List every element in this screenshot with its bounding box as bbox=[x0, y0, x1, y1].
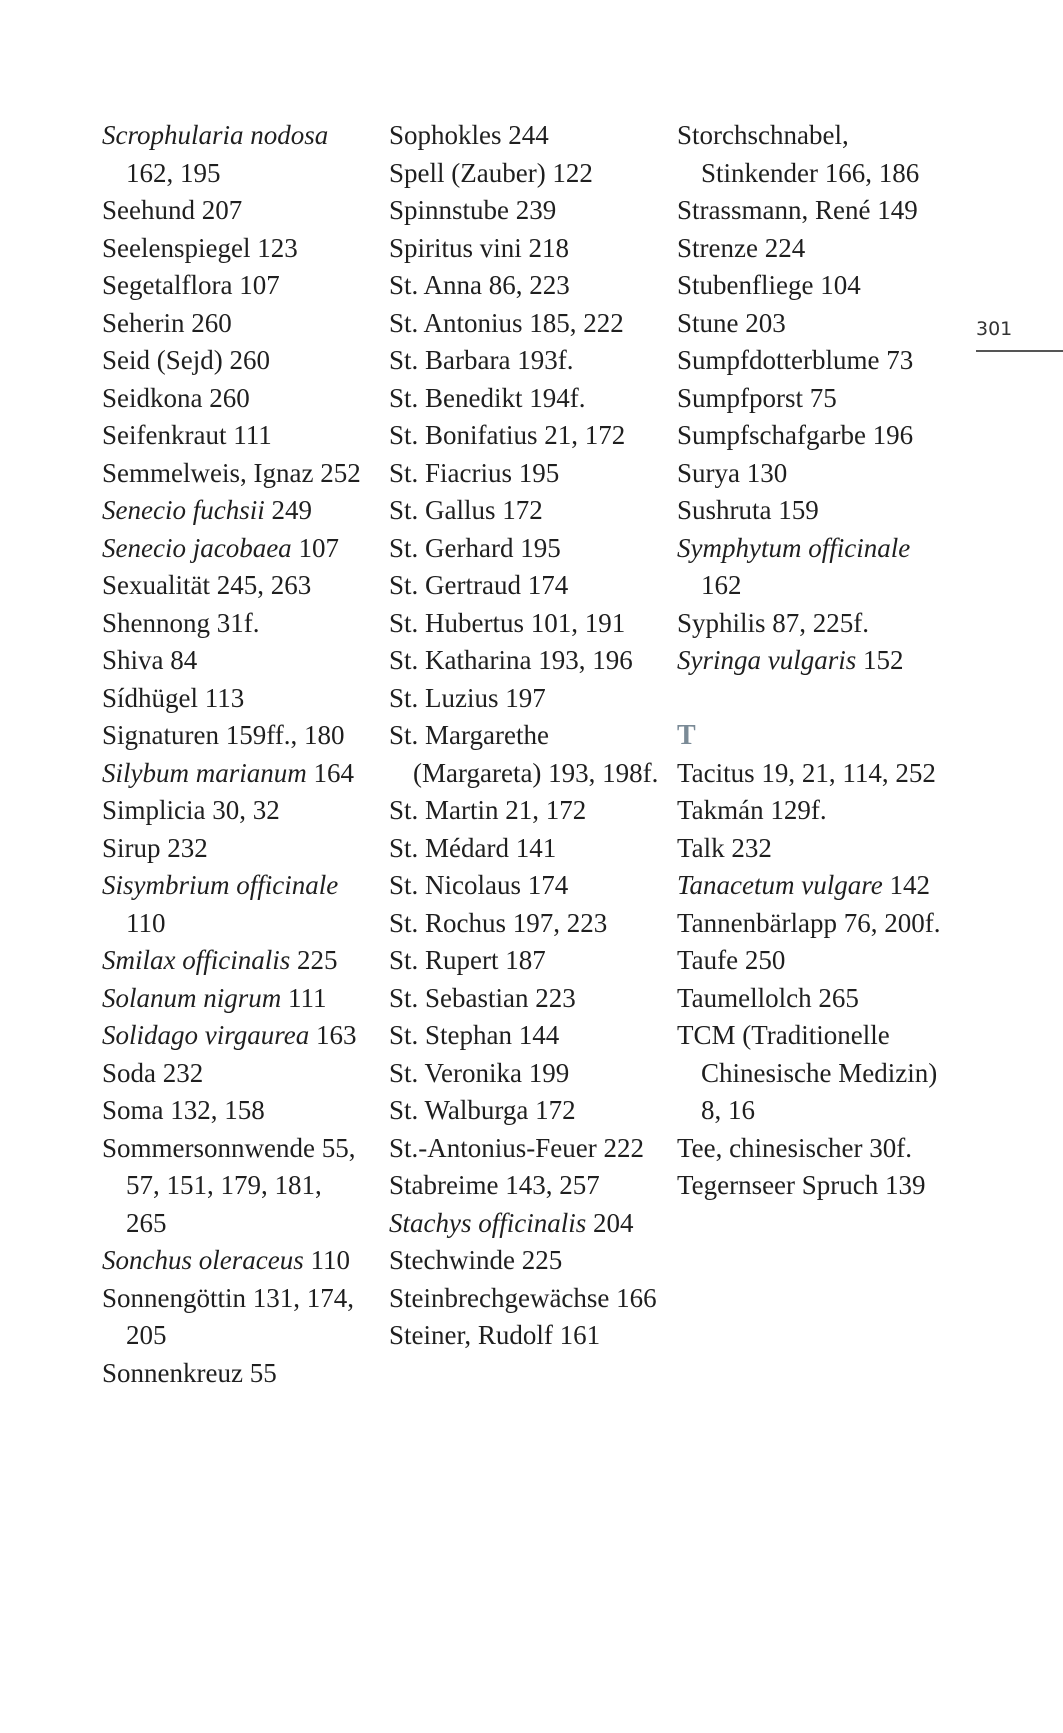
index-entry: Steinbrechgewächse 166 bbox=[389, 1282, 657, 1313]
index-entry: Stabreime 143, 257 bbox=[389, 1170, 600, 1200]
index-entry: Sonnengöttin 131, 174, 205 bbox=[102, 1282, 355, 1350]
index-entry bbox=[677, 642, 947, 680]
index-entry: St. Stephan 144 bbox=[389, 1020, 560, 1050]
index-entry bbox=[102, 117, 362, 192]
index-entry: Tegernseer Spruch 139 bbox=[677, 1170, 926, 1200]
section-gap bbox=[677, 680, 947, 718]
index-entry-term: Scrophularia nodosa bbox=[102, 120, 329, 150]
index-entry-pages: 164 bbox=[306, 757, 354, 788]
index-entry: Tee, chinesischer 30f. bbox=[677, 1132, 913, 1163]
index-entry-term: Sisymbrium officinale bbox=[102, 870, 339, 900]
index-entry: Spell (Zauber) 122 bbox=[389, 157, 593, 188]
index-entry: St. Rupert 187 bbox=[389, 945, 546, 975]
index-entry: Stubenfliege 104 bbox=[677, 270, 861, 300]
index-entry bbox=[389, 1205, 659, 1243]
section-letter: T bbox=[677, 720, 696, 751]
index-entry bbox=[677, 530, 947, 605]
index-entry: Stune 203 bbox=[677, 307, 786, 338]
index-entry bbox=[102, 867, 362, 942]
index-entry: Sonnenkreuz 55 bbox=[102, 1357, 277, 1388]
index-entry: St. Luzius 197 bbox=[389, 682, 546, 713]
index-entry-term: Solidago virgaurea bbox=[102, 1020, 310, 1050]
index-entry: Seehund 207 bbox=[102, 195, 243, 225]
index-entry: Strassmann, René 149 bbox=[677, 195, 918, 225]
index-entry: Seherin 260 bbox=[102, 307, 232, 338]
index-entry: Seid (Sejd) 260 bbox=[102, 345, 270, 375]
index-entry: St. Martin 21, 172 bbox=[389, 795, 587, 825]
index-entry bbox=[102, 980, 362, 1018]
index-entry: Seelenspiegel 123 bbox=[102, 232, 298, 263]
index-entry: Sumpfporst 75 bbox=[677, 382, 837, 413]
page-number-rule bbox=[976, 350, 1063, 352]
index-entry-term: Symphytum officinale bbox=[677, 532, 911, 563]
index-entry-pages: 162 bbox=[701, 570, 742, 600]
index-entry-term: Stachys officinalis bbox=[389, 1207, 587, 1238]
index-entry: Semmelweis, Ignaz 252 bbox=[102, 457, 361, 488]
index-entry: Signaturen 159ff., 180 bbox=[102, 720, 345, 750]
index-entry-pages: 204 bbox=[586, 1207, 634, 1238]
index-column-3 bbox=[677, 117, 947, 1205]
index-entry: Soma 132, 158 bbox=[102, 1095, 265, 1125]
index-column-2 bbox=[389, 117, 659, 1355]
index-entry: St. Gallus 172 bbox=[389, 495, 543, 525]
index-entry: Taumellolch 265 bbox=[677, 982, 859, 1013]
index-entry-term: Smilax officinalis bbox=[102, 945, 291, 975]
index-entry-term: Solanum nigrum bbox=[102, 982, 282, 1013]
index-entry: Tannenbärlapp 76, 200f. bbox=[677, 907, 941, 938]
index-entry: St. Antonius 185, 222 bbox=[389, 307, 624, 338]
index-entry: Stechwinde 225 bbox=[389, 1245, 563, 1275]
index-entry: St. Margarethe (Margareta) 193, 198f. bbox=[389, 720, 659, 788]
index-entry-term: Syringa vulgaris bbox=[677, 645, 857, 675]
index-entry: Sexualität 245, 263 bbox=[102, 570, 312, 600]
index-entry: Spiritus vini 218 bbox=[389, 232, 570, 263]
index-entry: St. Gertraud 174 bbox=[389, 570, 569, 600]
index-entry: Strenze 224 bbox=[677, 232, 806, 263]
index-entry: St. Médard 141 bbox=[389, 832, 557, 863]
index-entry: Segetalflora 107 bbox=[102, 270, 280, 300]
index-entry: Spinnstube 239 bbox=[389, 195, 557, 225]
index-entry: Sídhügel 113 bbox=[102, 682, 245, 713]
index-entry: St. Hubertus 101, 191 bbox=[389, 607, 626, 638]
index-entry: St. Katharina 193, 196 bbox=[389, 645, 633, 675]
index-entry bbox=[102, 942, 362, 980]
index-entry bbox=[102, 755, 362, 793]
index-entry: Surya 130 bbox=[677, 457, 788, 488]
index-entry: TCM (Traditionelle Chinesische Medizin) 8, 16 bbox=[677, 1020, 938, 1125]
index-entry: Shennong 31f. bbox=[102, 607, 260, 638]
index-entry: St. Nicolaus 174 bbox=[389, 870, 569, 900]
index-entry-term: Tanacetum vulgare bbox=[677, 870, 883, 900]
index-entry: Talk 232 bbox=[677, 832, 772, 863]
index-entry-pages: 142 bbox=[882, 870, 930, 900]
index-entry-pages: 163 bbox=[309, 1020, 357, 1050]
index-entry: Syphilis 87, 225f. bbox=[677, 607, 870, 638]
index-entry: St. Veronika 199 bbox=[389, 1057, 570, 1088]
index-entry-pages: 107 bbox=[291, 532, 339, 563]
index-entry: Tacitus 19, 21, 114, 252 bbox=[677, 757, 936, 788]
index-entry-pages: 110 bbox=[126, 907, 166, 938]
index-entry: St. Sebastian 223 bbox=[389, 982, 576, 1013]
index-entry-pages: 111 bbox=[281, 982, 327, 1013]
index-entry-pages: 249 bbox=[264, 495, 312, 525]
index-entry-pages: 152 bbox=[856, 645, 904, 675]
index-entry: Sirup 232 bbox=[102, 832, 208, 863]
index-entry: Sommersonnwende 55, 57, 151, 179, 181, 265 bbox=[102, 1132, 356, 1238]
index-entry-term: Sonchus oleraceus bbox=[102, 1245, 304, 1275]
index-entry: St.-Antonius-Feuer 222 bbox=[389, 1132, 644, 1163]
index-entry: St. Rochus 197, 223 bbox=[389, 907, 608, 938]
index-entry: St. Gerhard 195 bbox=[389, 532, 561, 563]
index-entry: Sophokles 244 bbox=[389, 120, 549, 150]
index-entry: Sumpfschafgarbe 196 bbox=[677, 420, 914, 450]
index-entry-pages: 225 bbox=[290, 945, 338, 975]
index-entry: St. Barbara 193f. bbox=[389, 345, 574, 375]
page-number: 301 bbox=[976, 318, 1013, 340]
index-entry: Shiva 84 bbox=[102, 645, 198, 675]
index-entry: Storchschnabel, Stinkender 166, 186 bbox=[677, 120, 920, 188]
index-entry-term: Senecio fuchsii bbox=[102, 495, 265, 525]
index-entry-term: Senecio jacobaea bbox=[102, 532, 292, 563]
index-entry bbox=[102, 492, 362, 530]
index-entry: Steiner, Rudolf 161 bbox=[389, 1320, 601, 1350]
index-entry: Simplicia 30, 32 bbox=[102, 795, 280, 825]
index-entry: Sushruta 159 bbox=[677, 495, 819, 525]
index-entry: St. Anna 86, 223 bbox=[389, 270, 570, 300]
index-entry-pages: 110 bbox=[303, 1245, 350, 1275]
index-entry-term: Silybum marianum bbox=[102, 757, 307, 788]
index-entry: Soda 232 bbox=[102, 1057, 204, 1088]
index-entry: St. Walburga 172 bbox=[389, 1095, 576, 1125]
index-entry-pages: 162, 195 bbox=[126, 157, 221, 188]
index-entry: Seifenkraut 111 bbox=[102, 420, 272, 450]
index-entry: Seidkona 260 bbox=[102, 382, 250, 413]
index-entry: St. Bonifatius 21, 172 bbox=[389, 420, 626, 450]
index-entry: Sumpfdotterblume 73 bbox=[677, 345, 914, 375]
index-entry bbox=[677, 867, 947, 905]
index-entry bbox=[102, 1242, 362, 1280]
index-entry: Taufe 250 bbox=[677, 945, 786, 975]
index-entry bbox=[102, 1017, 362, 1055]
index-entry: St. Fiacrius 195 bbox=[389, 457, 560, 488]
index-column-1 bbox=[102, 117, 362, 1392]
index-entry: St. Benedikt 194f. bbox=[389, 382, 586, 413]
index-entry bbox=[102, 530, 362, 568]
index-entry: Takmán 129f. bbox=[677, 795, 827, 825]
